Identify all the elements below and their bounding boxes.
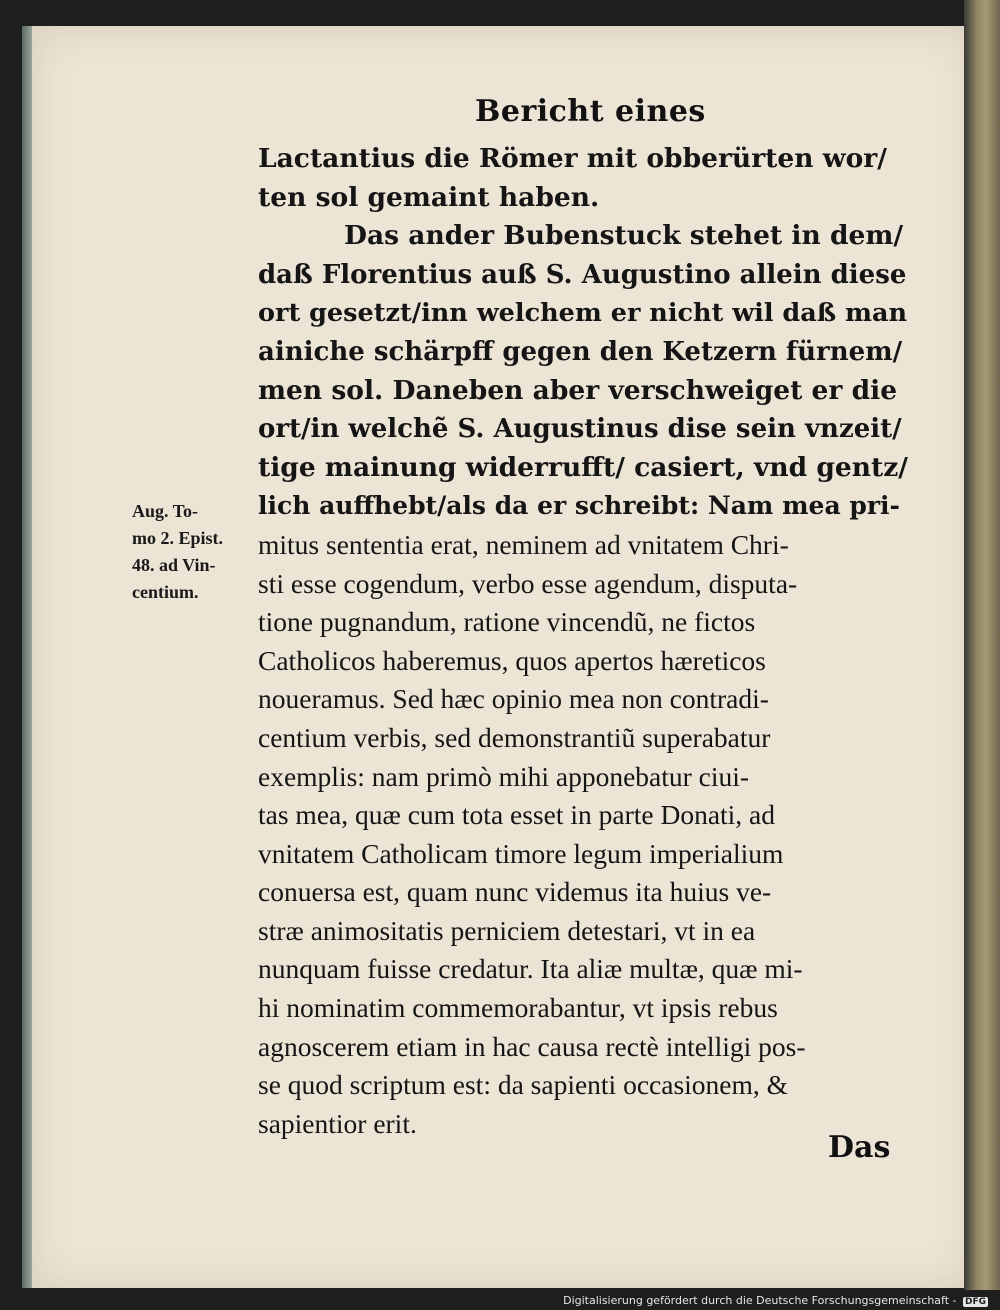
dfg-logo: DFG (964, 1297, 986, 1307)
marginal-note (132, 498, 262, 606)
text-line: ort/in welchẽ S. Augustinus dise sein vnzeit/ (258, 414, 902, 445)
text-line: Lactantius die Römer mit obberürten wor/ (258, 143, 887, 174)
text-line: sapientior erit. (258, 1107, 417, 1139)
text-line: men sol. Daneben aber verschweiget er die (258, 374, 898, 406)
running-head: Bericht eines (475, 94, 706, 129)
text-line: tione pugnandum, ratione vincendũ, ne fictos (258, 606, 756, 638)
catchword: Das (828, 1130, 891, 1165)
marginal-note-line: Aug. To- (132, 501, 199, 521)
text-line: ort gesetzt/inn welchem er nicht wil daß man (258, 298, 908, 329)
text-line: Catholicos haberemus, quos apertos hæreticos (258, 644, 766, 676)
text-line: ainiche schärpff gegen den Ketzern fürnem/ (258, 336, 903, 367)
text-line: noueramus. Sed hæc opinio mea non contradi- (258, 683, 769, 715)
text-line: stræ animositatis perniciem detestari, vt in ea (258, 914, 756, 946)
digitization-footer (563, 1294, 988, 1307)
text-line: nunquam fuisse credatur. Ita aliæ multæ, quæ mi- (258, 953, 803, 985)
text-line: centium verbis, sed demonstrantiũ superabatur (258, 721, 771, 753)
page-edge (22, 26, 32, 1288)
text-line: sti esse cogendum, verbo esse agendum, disputa- (258, 567, 798, 599)
book-spine (964, 0, 1000, 1290)
text-line: conuersa est, quam nunc videmus ita huius ve- (258, 876, 772, 908)
text-line: tige mainung widerrufft/ casiert, vnd gentz/ (258, 451, 908, 483)
text-line: Das ander Bubenstuck stehet in dem/ (344, 220, 904, 252)
text-line: lich auffhebt/als da er schreibt: Nam mea pri- (258, 491, 900, 521)
text-line: vnitatem Catholicam timore legum imperialium (258, 837, 784, 869)
text-line: daß Florentius auß S. Augustino allein diese (258, 259, 907, 290)
marginal-note-line: mo 2. Epist. (132, 528, 224, 548)
marginal-note-line: centium. (132, 582, 199, 602)
text-line: se quod scriptum est: da sapienti occasionem, & (258, 1069, 789, 1101)
text-line: hi nominatim commemorabantur, vt ipsis rebus (258, 992, 778, 1024)
text-line: agnoscerem etiam in hac causa rectè intelligi pos- (258, 1030, 806, 1062)
marginal-note-line: 48. ad Vin- (132, 555, 216, 575)
text-line: mitus sententia erat, neminem ad vnitatem Chri- (258, 528, 789, 560)
footer-text: Digitalisierung gefördert durch die Deutsche Forschungsgemeinschaft - (563, 1294, 957, 1307)
text-line: ten sol gemaint haben. (258, 181, 600, 213)
text-line: tas mea, quæ cum tota esset in parte Donati, ad (258, 799, 776, 831)
text-line: exemplis: nam primò mihi apponebatur ciui- (258, 760, 750, 792)
body-text (258, 140, 908, 1143)
